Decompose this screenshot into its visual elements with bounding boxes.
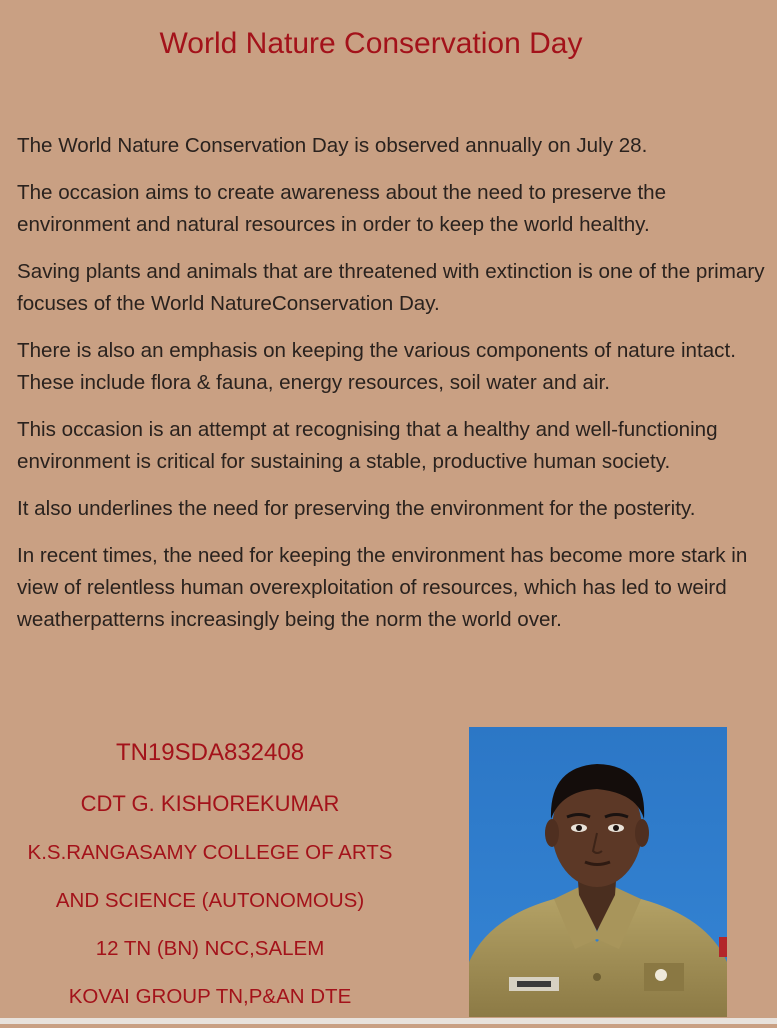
author-id: TN19SDA832408 [115, 739, 305, 766]
author-signature-block [20, 734, 400, 1028]
author-unit: 12 TN (BN) NCC,SALEM [95, 937, 325, 960]
bottom-edge [0, 1018, 777, 1024]
paragraph: In recent times, the need for keeping the environment has become more stark in view of relentless human overexploitation of resources, which has led to weird weatherpatterns increasingly being the norm the world over. [17, 544, 748, 631]
author-name: CDT G. KISHOREKUMAR [80, 791, 340, 816]
portrait-illustration [469, 727, 727, 1017]
author-college-line1: K.S.RANGASAMY COLLEGE OF ARTS [27, 841, 393, 864]
paragraph: Saving plants and animals that are threatened with extinction is one of the primary focuses of the World NatureConservation Day. [17, 260, 765, 315]
page-title: World Nature Conservation Day [159, 27, 583, 60]
paragraph: The occasion aims to create awareness about the need to preserve the environment and natural resources in order to keep the world healthy. [17, 181, 667, 236]
paragraph: There is also an emphasis on keeping the various components of nature intact. These include flora & fauna, energy resources, soil water and air. [17, 339, 736, 394]
paragraph: This occasion is an attempt at recognising that a healthy and well-functioning environment is critical for sustaining a stable, productive human society. [17, 418, 718, 473]
article-body [17, 130, 769, 651]
author-college-line2: AND SCIENCE (AUTONOMOUS) [55, 889, 365, 912]
author-group: KOVAI GROUP TN,P&AN DTE [68, 985, 352, 1008]
author-photo [469, 727, 727, 1017]
paragraph: The World Nature Conservation Day is observed annually on July 28. [17, 134, 648, 157]
paragraph: It also underlines the need for preserving the environment for the posterity. [17, 497, 696, 520]
